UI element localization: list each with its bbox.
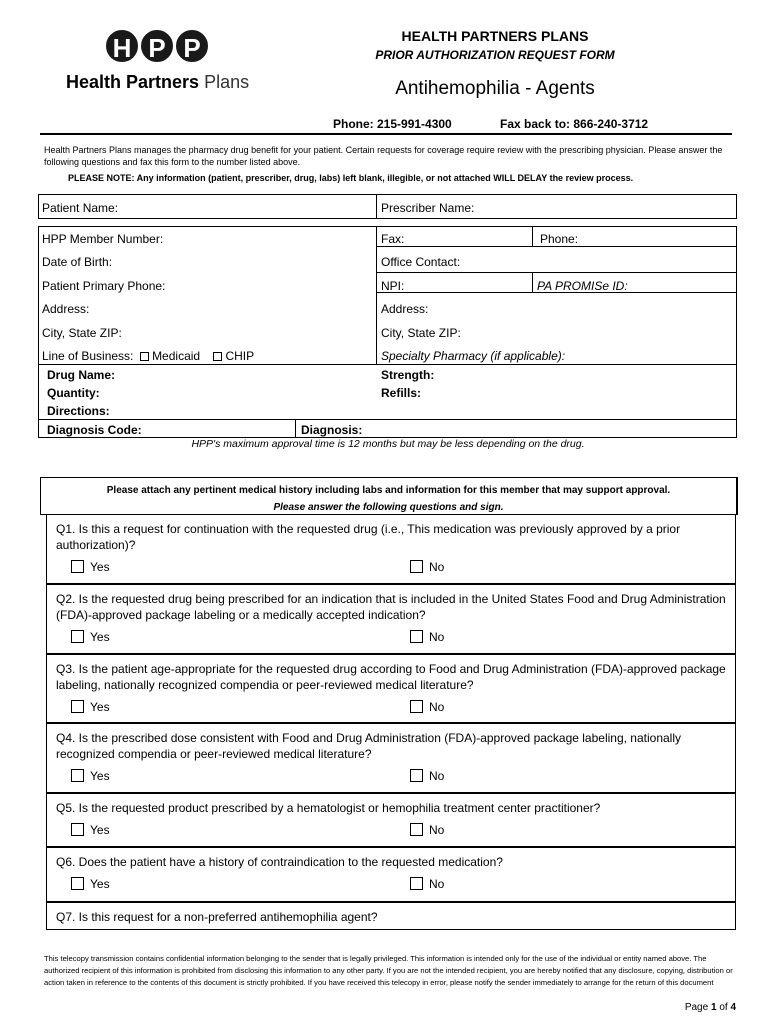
q2-no-option [410,630,444,644]
attach-line-2: Please answer the following questions and sign. [273,502,504,513]
q1-no-option [410,560,444,574]
approval-time-note: HPP's maximum approval time is 12 months but may be less depending on the drug. [191,438,585,450]
prescriber-name-field[interactable]: Prescriber Name: [381,201,475,215]
question-text: Q2. Is the requested drug being prescribed for an indication that is included in the United States Food and Drug Administration (FDA)-approved package labeling or a medically accepted indication? [56,592,726,622]
yes-label: Yes [90,823,110,837]
q3-no-checkbox[interactable] [410,700,423,713]
divider [532,226,533,246]
logo-letter: P [139,28,175,64]
attach-instructions [40,477,738,515]
logo-brand-light: Plans [204,72,250,92]
q3-no-option [410,700,444,714]
question-text: Q7. Is this request for a non-preferred antihemophilia agent? [56,910,378,924]
divider [376,194,377,219]
q6-no-checkbox[interactable] [410,877,423,890]
no-label: No [429,560,445,574]
question-q5 [46,793,736,847]
q5-no-option [410,823,444,837]
page-total: 4 [730,1002,736,1013]
pa-promise-field[interactable]: PA PROMISe ID: [537,279,628,293]
drug-class-title: Antihemophilia - Agents [395,78,595,99]
patient-city-field[interactable]: City, State ZIP: [42,326,122,340]
line-of-business [42,349,254,363]
form-subtitle: PRIOR AUTHORIZATION REQUEST FORM [375,48,615,62]
no-label: No [429,769,445,783]
npi-field[interactable]: NPI: [381,279,405,293]
prescriber-address-field[interactable]: Address: [381,302,429,316]
q5-no-checkbox[interactable] [410,823,423,836]
question-q3 [46,654,736,723]
divider [376,246,737,247]
fax-number: Fax back to: 866-240-3712 [500,117,649,131]
diagnosis-code-field[interactable]: Diagnosis Code: [47,423,142,437]
q2-yes-checkbox[interactable] [71,630,84,643]
divider [376,272,737,273]
divider [532,272,533,292]
prescriber-city-field[interactable]: City, State ZIP: [381,326,461,340]
diagnosis-field[interactable]: Diagnosis: [301,423,363,437]
logo-letter: P [174,28,210,64]
page-number: 1 [710,1002,717,1013]
chip-checkbox[interactable] [213,352,222,361]
q5-yes-checkbox[interactable] [71,823,84,836]
question-q4 [46,723,736,793]
no-label: No [429,823,445,837]
yes-label: Yes [90,877,110,891]
yes-label: Yes [90,769,110,783]
line-of-business-label: Line of Business: [42,349,134,363]
patient-phone-field[interactable]: Patient Primary Phone: [42,279,166,293]
medicaid-checkbox[interactable] [140,352,149,361]
drug-name-field[interactable]: Drug Name: [47,368,116,382]
patient-address-field[interactable]: Address: [42,302,90,316]
yes-label: Yes [90,700,110,714]
office-contact-field[interactable]: Office Contact: [381,255,461,269]
please-note: PLEASE NOTE: Any information (patient, prescriber, drug, labs) left blank, illegible, or not attached WILL DELAY the review process. [68,173,634,183]
question-text: Q1. Is this a request for continuation with the requested drug (i.e., This medication was previously approved by a prior authorization)? [56,522,681,552]
question-q2 [46,584,736,654]
prescriber-fax-field[interactable]: Fax: [381,232,405,246]
q6-no-option [410,877,444,891]
question-q7 [46,902,736,930]
logo-circles [104,28,246,64]
logo-wordmark [66,72,250,93]
q5-yes-option [71,823,110,837]
form-org-title: HEALTH PARTNERS PLANS [401,28,589,44]
question-text: Q4. Is the prescribed dose consistent with Food and Drug Administration (FDA)-approved package labeling, nationally recognized compendia or peer-reviewed medical literature? [56,731,682,761]
strength-field[interactable]: Strength: [381,368,435,382]
logo-brand-bold: Health Partners [66,72,200,92]
medicaid-label: Medicaid [152,349,201,363]
specialty-pharmacy-field[interactable]: Specialty Pharmacy (if applicable): [381,349,566,363]
question-text: Q3. Is the patient age-appropriate for the requested drug according to Food and Drug Administration (FDA)-approved package labeling, nationally recognized compendia or peer-reviewed medical literature? [56,662,726,692]
no-label: No [429,630,445,644]
no-label: No [429,877,445,891]
attach-line-1: Please attach any pertinent medical history including labs and information for this member that may support approval. [106,485,671,496]
confidentiality-notice: This telecopy transmission contains confidential information belonging to the sender that is legally privileged. This information is intended only for the use of the individual or entity named above. The authorized recipient of this information is prohibited from disclosing this information to any other party. If you are not the intended recipient, you are hereby notified that any disclosure, copying, distribution or action taken in reference to the contents of this document is strictly prohibited. If you have received this telecopy in error, please notify the sender immediately to arrange for the return of this document [44,954,733,987]
hpp-logo [66,28,250,102]
q6-yes-option [71,877,110,891]
yes-label: Yes [90,560,110,574]
q4-no-option [410,769,444,783]
member-number-field[interactable]: HPP Member Number: [42,232,164,246]
question-text: Q5. Is the requested product prescribed by a hematologist or hemophilia treatment center practitioner? [56,801,601,815]
q1-no-checkbox[interactable] [410,560,423,573]
header-divider [40,133,732,135]
divider [38,419,737,420]
q4-no-checkbox[interactable] [410,769,423,782]
divider [38,364,737,365]
q3-yes-checkbox[interactable] [71,700,84,713]
prescriber-phone-field[interactable]: Phone: [540,232,579,246]
page-label: Page [684,1002,709,1013]
q3-yes-option [71,700,110,714]
q1-yes-checkbox[interactable] [71,560,84,573]
yes-label: Yes [90,630,110,644]
question-q6 [46,847,736,902]
q4-yes-option [71,769,110,783]
quantity-field[interactable]: Quantity: [47,386,100,400]
q2-no-checkbox[interactable] [410,630,423,643]
page-of: of [719,1002,728,1013]
no-label: No [429,700,445,714]
q2-yes-option [71,630,110,644]
patient-name-field[interactable]: Patient Name: [42,201,119,215]
q1-yes-option [71,560,110,574]
logo-letter: H [104,28,140,64]
divider [295,419,296,438]
q6-yes-checkbox[interactable] [71,877,84,890]
chip-label: CHIP [225,349,255,363]
refills-field[interactable]: Refills: [381,386,422,400]
phone-number: Phone: 215-991-4300 [333,117,452,131]
directions-field[interactable]: Directions: [47,404,110,418]
page-indicator [685,1002,736,1013]
dob-field[interactable]: Date of Birth: [42,255,113,269]
question-q1 [46,515,736,584]
q4-yes-checkbox[interactable] [71,769,84,782]
question-text: Q6. Does the patient have a history of contraindication to the requested medication? [56,855,503,869]
intro-text: Health Partners Plans manages the pharmacy drug benefit for your patient. Certain requests for coverage require review with the prescribing physician. Please answer the following questions and fax this form to the number listed above. [44,145,723,167]
